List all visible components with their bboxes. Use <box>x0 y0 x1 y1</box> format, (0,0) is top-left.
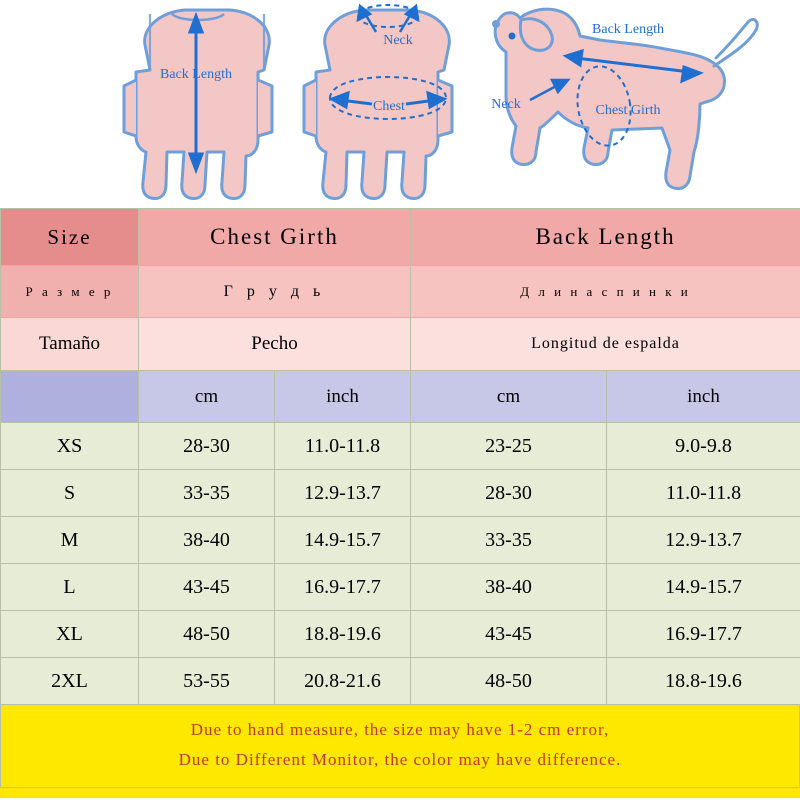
row-chest-inch: 18.8-19.6 <box>275 611 411 658</box>
row-back-inch: 9.0-9.8 <box>607 423 800 470</box>
row-back-inch: 12.9-13.7 <box>607 517 800 564</box>
header-chest-ru: Г р у д ь <box>139 266 411 318</box>
table-row <box>1 658 800 705</box>
header-size-es: Tamaño <box>1 318 139 371</box>
size-table <box>0 208 800 705</box>
row-size: M <box>1 517 139 564</box>
label-back-length-2: Back Length <box>592 22 664 37</box>
header-chest-en: Chest Girth <box>139 209 411 266</box>
coat-front-figure <box>304 5 452 198</box>
row-back-cm: 48-50 <box>411 658 607 705</box>
row-chest-cm: 48-50 <box>139 611 275 658</box>
row-chest-cm: 53-55 <box>139 658 275 705</box>
unit-chest-inch: inch <box>275 371 411 423</box>
label-back-length-1: Back Length <box>160 67 232 82</box>
row-chest-inch: 12.9-13.7 <box>275 470 411 517</box>
label-neck-1: Neck <box>383 33 413 48</box>
row-size: L <box>1 564 139 611</box>
label-chest-girth: Chest Girth <box>595 103 661 118</box>
table-row <box>1 423 800 470</box>
row-chest-inch: 11.0-11.8 <box>275 423 411 470</box>
label-neck-2: Neck <box>491 97 521 112</box>
row-back-cm: 33-35 <box>411 517 607 564</box>
table-header-row-ru <box>1 266 800 318</box>
row-back-inch: 14.9-15.7 <box>607 564 800 611</box>
header-back-es: Longitud de espalda <box>411 318 800 371</box>
table-header-row-en <box>1 209 800 266</box>
label-chest-1: Chest <box>373 99 405 114</box>
measurement-illustration <box>0 0 800 208</box>
row-size: XS <box>1 423 139 470</box>
row-back-cm: 38-40 <box>411 564 607 611</box>
bottom-strip <box>0 788 800 798</box>
header-chest-es: Pecho <box>139 318 411 371</box>
row-chest-cm: 38-40 <box>139 517 275 564</box>
row-chest-cm: 33-35 <box>139 470 275 517</box>
header-back-en: Back Length <box>411 209 800 266</box>
unit-blank <box>1 371 139 423</box>
disclaimer-notice <box>0 705 800 788</box>
disclaimer-line-1: Due to hand measure, the size may have 1-2 cm error, <box>190 720 610 739</box>
disclaimer-line-2: Due to Different Monitor, the color may have difference. <box>178 750 622 769</box>
row-back-cm: 43-45 <box>411 611 607 658</box>
row-chest-inch: 14.9-15.7 <box>275 517 411 564</box>
table-unit-row <box>1 371 800 423</box>
row-chest-cm: 43-45 <box>139 564 275 611</box>
row-back-inch: 18.8-19.6 <box>607 658 800 705</box>
unit-back-inch: inch <box>607 371 800 423</box>
header-size-en: Size <box>1 209 139 266</box>
table-header-row-es <box>1 318 800 371</box>
unit-chest-cm: cm <box>139 371 275 423</box>
coat-back-figure <box>124 10 272 198</box>
table-row <box>1 564 800 611</box>
header-size-ru: Р а з м е р <box>1 266 139 318</box>
row-chest-inch: 20.8-21.6 <box>275 658 411 705</box>
row-back-cm: 28-30 <box>411 470 607 517</box>
header-back-ru: Д л и н а с п и н к и <box>411 266 800 318</box>
dog-figure <box>491 9 757 188</box>
row-chest-cm: 28-30 <box>139 423 275 470</box>
row-back-cm: 23-25 <box>411 423 607 470</box>
table-row <box>1 611 800 658</box>
illustration-svg <box>0 0 800 208</box>
unit-back-cm: cm <box>411 371 607 423</box>
row-chest-inch: 16.9-17.7 <box>275 564 411 611</box>
table-row <box>1 517 800 564</box>
row-back-inch: 16.9-17.7 <box>607 611 800 658</box>
row-size: XL <box>1 611 139 658</box>
row-size: S <box>1 470 139 517</box>
row-back-inch: 11.0-11.8 <box>607 470 800 517</box>
row-size: 2XL <box>1 658 139 705</box>
table-row <box>1 470 800 517</box>
